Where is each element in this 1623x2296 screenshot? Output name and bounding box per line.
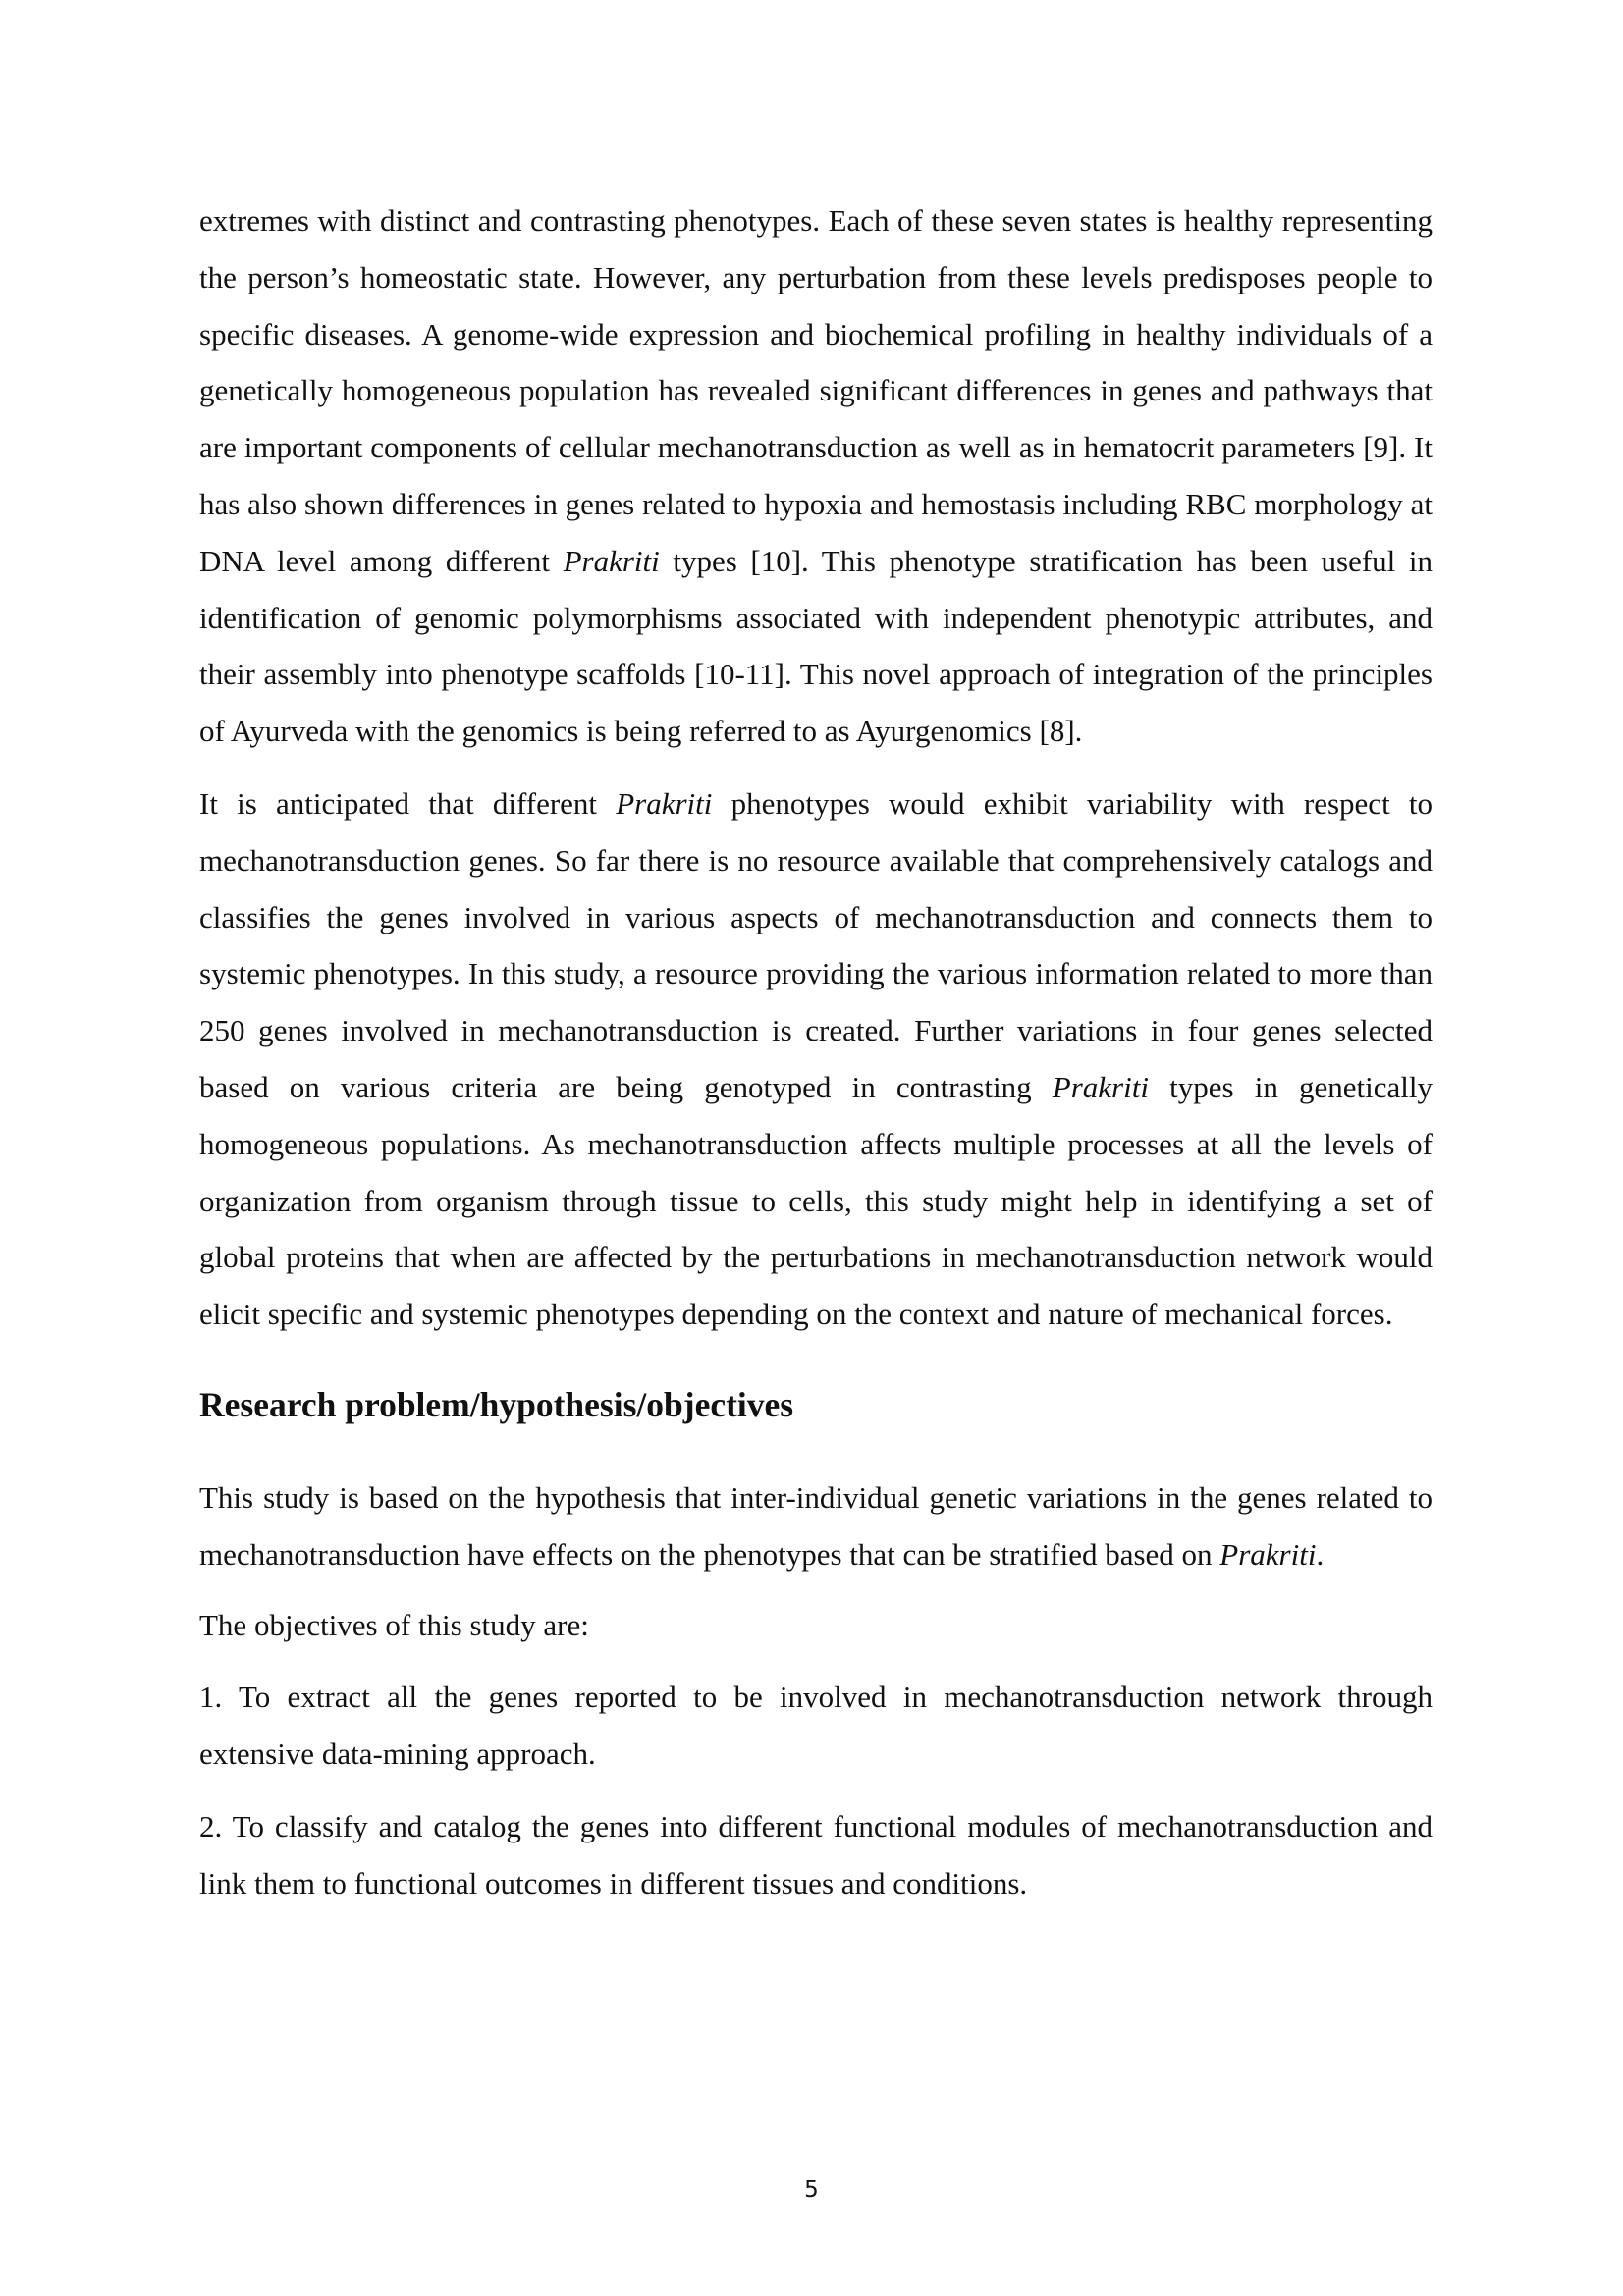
italic-term: Prakriti [563,543,660,578]
text-run: . [1316,1536,1325,1572]
italic-term: Prakriti [616,785,713,821]
objective-item-2: 2. To classify and catalog the genes into different functional modules of mechanotransduction and link them to functional outcomes in different tissues and conditions. [199,1808,1433,1900]
page-number: 5 [804,2177,819,2203]
italic-term: Prakriti [1219,1536,1317,1572]
section-heading: Research problem/hypothesis/objectives [199,1384,794,1424]
document-page [199,192,1433,1912]
text-run: phenotypes would exhibit variability with respect to mechanotransduction genes. So far there is no resource available that comprehensively catalogs and classifies the genes involved in various aspects of mechanotransduction and connects them to systemic phenotypes. In this study, a resource providing the various information related to more than 250 genes involved in mechanotransduction is created. Further variations in four genes selected based on various criteria are being genotyped in contrasting [199,785,1433,1104]
text-run: extremes with distinct and contrasting phenotypes. Each of these seven states is healthy representing the person’s homeostatic state. However, any perturbation from these levels predisposes people to specific diseases. A genome-wide expression and biochemical profiling in healthy individuals of a genetically homogeneous population has revealed significant differences in genes and pathways that are important components of cellular mechanotransduction as well as in hematocrit parameters [9]. It has also shown differences in genes related to hypoxia and hemostasis including RBC morphology at DNA level among different [199,203,1433,578]
hypothesis-paragraph [199,1469,1433,1583]
objectives-intro: The objectives of this study are: [199,1607,589,1642]
text-run: types [10]. This phenotype stratification has been useful in identification of genomic polymorphisms associated with independent phenotypic attributes, and their assembly into phenotype scaffolds [10-11]. This novel approach of integration of the principles of Ayurveda with the genomics is being referred to as Ayurgenomics [8]. [199,543,1433,749]
body-paragraph-2 [199,775,1433,1343]
text-run: This study is based on the hypothesis that inter-individual genetic variations in the genes related to mechanotransduction have effects on the phenotypes that can be stratified based on [199,1479,1433,1572]
objective-item-1: 1. To extract all the genes reported to be involved in mechanotransduction network through extensive data-mining approach. [199,1680,1433,1772]
italic-term: Prakriti [1052,1069,1149,1104]
body-paragraph-1 [199,192,1433,760]
text-run: types in genetically homogeneous populations. As mechanotransduction affects multiple processes at all the levels of organization from organism through tissue to cells, this study might help in identifying a set of global proteins that when are affected by the perturbations in mechanotransduction network would elicit specific and systemic phenotypes depending on the context and nature of mechanical forces. [199,1069,1433,1332]
text-run: It is anticipated that different [199,785,617,821]
